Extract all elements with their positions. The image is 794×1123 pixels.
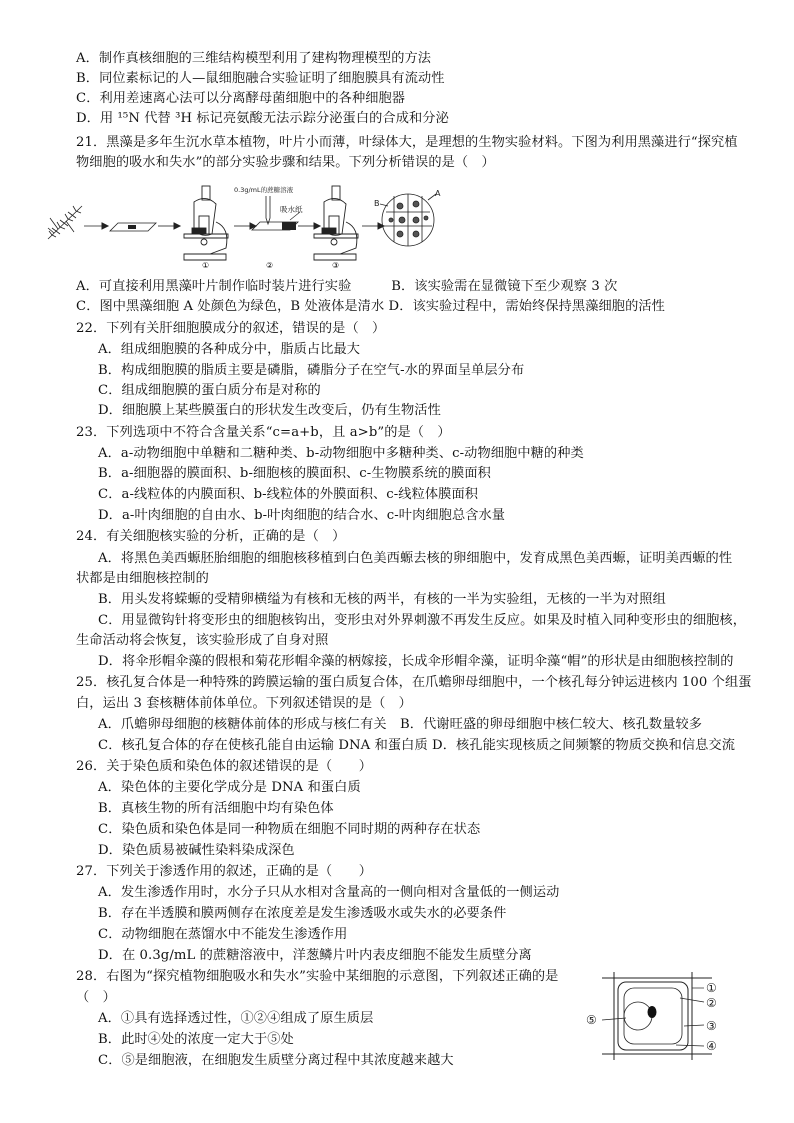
arrow-icon bbox=[158, 223, 180, 229]
q26-option-c: C．染色质和染色体是同一种物质在细胞不同时期的两种存在状态 bbox=[98, 822, 481, 837]
q27-option-b: B．存在半透膜和膜两侧存在浓度差是发生渗透吸水或失水的必要条件 bbox=[98, 906, 507, 921]
prev-option-c: C．利用差速离心法可以分离酵母菌细胞中的各种细胞器 bbox=[76, 91, 406, 106]
cell-view-icon bbox=[380, 194, 436, 246]
q24-option-c-line2: 生命活动将会恢复，该实验形成了自身对照 bbox=[76, 633, 329, 648]
point-a-label: A bbox=[435, 189, 441, 198]
label-5: ⑤ bbox=[586, 1013, 597, 1027]
q26-option-b: B．真核生物的所有活细胞中均有染色体 bbox=[98, 801, 334, 816]
label-3: ③ bbox=[706, 1019, 717, 1033]
svg-text:②: ② bbox=[266, 261, 274, 270]
q24-stem: 24．有关细胞核实验的分析，正确的是（ ） bbox=[76, 529, 346, 544]
q25-stem-line2: 白，运出 3 套核糖体前体单位。下列叙述错误的是（ ） bbox=[76, 696, 412, 711]
q26-stem: 26．关于染色质和染色体的叙述错误的是（ ） bbox=[76, 759, 373, 774]
q25-options-ab: A．爪蟾卵母细胞的核糖体前体的形成与核仁有关 B．代谢旺盛的卵母细胞中核仁较大、核孔数量较多 bbox=[98, 717, 703, 732]
waterweed-plant-icon bbox=[48, 206, 82, 239]
q28-option-a: A．①具有选择透过性，①②④组成了原生质层 bbox=[98, 1011, 374, 1026]
q28-stem-line2: （ ） bbox=[76, 990, 116, 1005]
blotting-paper-label: 吸水纸 bbox=[280, 205, 303, 214]
sucrose-solution-label: 0.3g/mL的蔗糖溶液 bbox=[234, 186, 294, 194]
svg-text:③: ③ bbox=[332, 261, 340, 270]
q22-option-c: C．组成细胞膜的蛋白质分布是对称的 bbox=[98, 383, 321, 398]
q21-experiment-figure bbox=[44, 184, 464, 270]
q24-option-a-line2: 状都是由细胞核控制的 bbox=[76, 571, 209, 586]
q21-options-ab: A．可直接利用黑藻叶片制作临时装片进行实验 B．该实验需在显微镜下至少观察 3 次 bbox=[76, 279, 618, 294]
q23-option-a: A．a-动物细胞中单糖和二糖种类、b-动物细胞中多糖种类、c-动物细胞中糖的种类 bbox=[98, 446, 584, 461]
q28-option-b: B．此时④处的浓度一定大于⑤处 bbox=[98, 1032, 294, 1047]
blotting-paper-icon bbox=[282, 222, 296, 230]
arrow-icon bbox=[298, 223, 320, 229]
label-4: ④ bbox=[706, 1039, 717, 1053]
q21-stem-line2: 物细胞的吸水和失水”的部分实验步骤和结果。下列分析错误的是（ ） bbox=[76, 155, 495, 170]
q28-cell-diagram bbox=[580, 970, 750, 1066]
q27-option-c: C．动物细胞在蒸馏水中不能发生渗透作用 bbox=[98, 927, 348, 942]
q21-options-cd: C．图中黑藻细胞 A 处颜色为绿色，B 处液体是清水 D．该实验过程中，需始终保持黑藻细胞的活性 bbox=[76, 299, 665, 314]
q21-stem-line1: 21．黑藻是多年生沉水草本植物，叶片小而薄，叶绿体大，是理想的生物实验材料。下图为利用黑藻进行“探究植 bbox=[76, 135, 738, 150]
q23-option-d: D．a-叶肉细胞的自由水、b-叶肉细胞的结合水、c-叶肉细胞总含水量 bbox=[98, 508, 506, 523]
q27-stem: 27．下列关于渗透作用的叙述，正确的是（ ） bbox=[76, 864, 373, 879]
label-1: ① bbox=[706, 981, 717, 995]
arrow-icon bbox=[84, 223, 108, 229]
q25-stem-line1: 25．核孔复合体是一种特殊的跨膜运输的蛋白质复合体，在爪蟾卵母细胞中，一个核孔每分钟运进核内 100 个组蛋 bbox=[76, 675, 752, 690]
q22-option-d: D．细胞膜上某些膜蛋白的形状发生改变后，仍有生物活性 bbox=[98, 403, 441, 418]
q27-option-d: D．在 0.3g/mL 的蔗糖溶液中，洋葱鳞片叶内表皮细胞不能发生质壁分离 bbox=[98, 948, 532, 963]
q28-option-c: C．⑤是细胞液，在细胞发生质壁分离过程中其浓度越来越大 bbox=[98, 1053, 454, 1068]
point-b-label: B bbox=[374, 199, 380, 208]
prev-option-d: D．用 ¹⁵N 代替 ³H 标记亮氨酸无法示踪分泌蛋白的合成和分泌 bbox=[76, 111, 449, 126]
q22-stem: 22．下列有关肝细胞膜成分的叙述，错误的是（ ） bbox=[76, 321, 386, 336]
arrow-icon bbox=[362, 223, 384, 229]
label-2: ② bbox=[706, 996, 717, 1010]
q27-option-a: A．发生渗透作用时，水分子只从水相对含量高的一侧向相对含量低的一侧运动 bbox=[98, 885, 560, 900]
microscope-icon bbox=[184, 186, 228, 260]
q24-option-b: B．用头发将蝾螈的受精卵横缢为有核和无核的两半，有核的一半为实验组，无核的一半为对照组 bbox=[98, 592, 666, 607]
q22-option-b: B．构成细胞膜的脂质主要是磷脂，磷脂分子在空气-水的界面呈单层分布 bbox=[98, 363, 525, 378]
q23-stem: 23．下列选项中不符合含量关系“c=a+b，且 a>b”的是（ ） bbox=[76, 425, 451, 440]
q22-option-a: A．组成细胞膜的各种成分中，脂质占比最大 bbox=[98, 342, 361, 357]
q24-option-a-line1: A．将黑色美西螈胚胎细胞的细胞核移植到白色美西螈去核的卵细胞中，发育成黑色美西螈，证明美西螈的性 bbox=[98, 551, 733, 566]
dropper-icon bbox=[266, 196, 270, 224]
q24-option-d: D．将伞形帽伞藻的假根和菊花形帽伞藻的柄嫁接，长成伞形帽伞藻，证明伞藻“帽”的形状是由细胞核控制的 bbox=[98, 654, 734, 669]
q23-option-c: C．a-线粒体的内膜面积、b-线粒体的外膜面积、c-线粒体膜面积 bbox=[98, 487, 479, 502]
q24-option-c-line1: C．用显微钩针将变形虫的细胞核钩出，变形虫对外界刺激不再发生反应。如果及时植入同种变形虫的细胞核， bbox=[98, 613, 746, 628]
microscope-icon bbox=[314, 186, 358, 260]
q28-stem-line1: 28．右图为“探究植物细胞吸水和失水”实验中某细胞的示意图，下列叙述正确的是 bbox=[76, 969, 559, 984]
arrow-icon bbox=[234, 223, 256, 229]
q25-options-cd: C．核孔复合体的存在使核孔能自由运输 DNA 和蛋白质 D．核孔能实现核质之间频繁的物质交换和信息交流 bbox=[98, 738, 736, 753]
prev-option-b: B．同位素标记的人—鼠细胞融合实验证明了细胞膜具有流动性 bbox=[76, 71, 445, 86]
q26-option-d: D．染色质易被碱性染料染成深色 bbox=[98, 843, 295, 858]
q23-option-b: B．a-细胞器的膜面积、b-细胞核的膜面积、c-生物膜系统的膜面积 bbox=[98, 466, 491, 481]
svg-text:①: ① bbox=[202, 261, 210, 270]
prev-option-a: A．制作真核细胞的三维结构模型利用了建构物理模型的方法 bbox=[76, 51, 432, 66]
q26-option-a: A．染色体的主要化学成分是 DNA 和蛋白质 bbox=[98, 780, 361, 795]
